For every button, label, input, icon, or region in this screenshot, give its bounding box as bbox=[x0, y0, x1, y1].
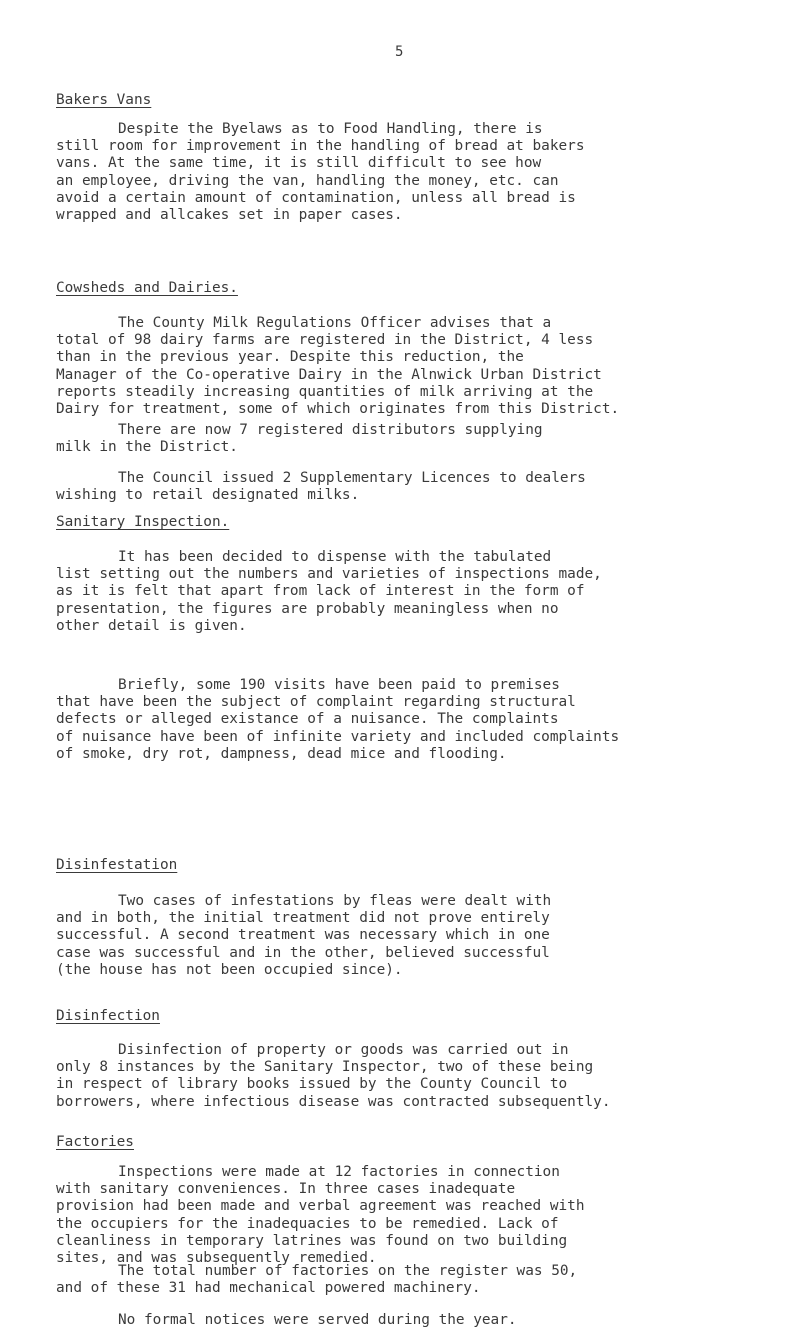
paragraph-line: sites, and was subsequently remedied. bbox=[56, 1250, 377, 1266]
paragraph-first-line: The County Milk Regulations Officer advises that a bbox=[118, 315, 552, 331]
paragraph-line: cleanliness in temporary latrines was found on two building bbox=[56, 1232, 568, 1249]
section-heading: Bakers Vans bbox=[56, 92, 152, 108]
section-heading: Factories bbox=[56, 1134, 134, 1150]
paragraph-line: defects or alleged existance of a nuisance. The complaints bbox=[56, 711, 559, 728]
paragraph-line: wishing to retail designated milks. bbox=[56, 487, 360, 504]
paragraph-line: successful. A second treatment was necessary which in one bbox=[56, 927, 550, 944]
paragraph-line: and of these 31 had mechanical powered machinery. bbox=[56, 1280, 481, 1297]
paragraph-line: as it is felt that apart from lack of interest in the form of bbox=[56, 583, 585, 600]
page-number: 5 bbox=[395, 44, 404, 60]
paragraph-line: of smoke, dry rot, dampness, dead mice and flooding. bbox=[56, 745, 507, 762]
paragraph-line: with sanitary conveniences. In three cases inadequate bbox=[56, 1181, 516, 1198]
paragraph-line: Dairy for treatment, some of which originates from this District. bbox=[56, 401, 620, 417]
paragraph-line: borrowers, where infectious disease was contracted subsequently. bbox=[56, 1093, 611, 1110]
paragraph-first-line: There are now 7 registered distributors supplying bbox=[118, 422, 543, 438]
paragraph-first-line: Disinfection of property or goods was carried out in bbox=[118, 1042, 569, 1058]
paragraph-line: provision had been made and verbal agreement was reached with bbox=[56, 1198, 585, 1215]
section-heading: Cowsheds and Dairies. bbox=[56, 280, 238, 296]
paragraph-first-line: Despite the Byelaws as to Food Handling, there is bbox=[118, 121, 543, 137]
paragraph-line: than in the previous year. Despite this reduction, the bbox=[56, 349, 524, 366]
paragraph-line: avoid a certain amount of contamination, unless all bread is bbox=[56, 189, 576, 206]
paragraph-line: presentation, the figures are probably meaningless when no bbox=[56, 600, 559, 617]
paragraph-line: vans. At the same time, it is still difficult to see how bbox=[56, 155, 542, 172]
paragraph-first-line: No formal notices were served during the year. bbox=[118, 1312, 517, 1328]
section-heading: Disinfection bbox=[56, 1008, 160, 1024]
paragraph-line: reports steadily increasing quantities of milk arriving at the bbox=[56, 383, 594, 400]
paragraph-line: in respect of library books issued by the County Council to bbox=[56, 1076, 568, 1093]
paragraph-first-line: The Council issued 2 Supplementary Licences to dealers bbox=[118, 470, 586, 486]
section-heading: Disinfestation bbox=[56, 857, 178, 873]
paragraph-first-line: The total number of factories on the register was 50, bbox=[118, 1263, 578, 1279]
paragraph-line: milk in the District. bbox=[56, 439, 238, 456]
paragraph-line: other detail is given. bbox=[56, 617, 247, 634]
paragraph-line: the occupiers for the inadequacies to be remedied. Lack of bbox=[56, 1215, 559, 1232]
paragraph-line: wrapped and allcakes set in paper cases. bbox=[56, 207, 403, 223]
paragraph-line: an employee, driving the van, handling the money, etc. can bbox=[56, 172, 559, 189]
paragraph-line: only 8 instances by the Sanitary Inspector, two of these being bbox=[56, 1059, 594, 1076]
paragraph-line: Manager of the Co-operative Dairy in the Alnwick Urban District bbox=[56, 366, 602, 383]
paragraph-first-line: It has been decided to dispense with the tabulated bbox=[118, 549, 552, 565]
paragraph-line: (the house has not been occupied since). bbox=[56, 961, 403, 978]
paragraph-line: that have been the subject of complaint regarding structural bbox=[56, 694, 576, 711]
paragraph-line: of nuisance have been of infinite variety and included complaints bbox=[56, 728, 620, 745]
paragraph-line: total of 98 dairy farms are registered in the District, 4 less bbox=[56, 332, 594, 349]
paragraph-line: list setting out the numbers and varieties of inspections made, bbox=[56, 566, 602, 583]
paragraph-first-line: Inspections were made at 12 factories in connection bbox=[118, 1164, 560, 1180]
paragraph-line: still room for improvement in the handling of bread at bakers bbox=[56, 138, 585, 155]
paragraph-first-line: Briefly, some 190 visits have been paid to premises bbox=[118, 677, 560, 693]
paragraph-line: and in both, the initial treatment did not prove entirely bbox=[56, 910, 550, 927]
section-heading: Sanitary Inspection. bbox=[56, 514, 230, 530]
paragraph-line: case was successful and in the other, believed successful bbox=[56, 944, 550, 961]
paragraph-first-line: Two cases of infestations by fleas were dealt with bbox=[118, 893, 552, 909]
